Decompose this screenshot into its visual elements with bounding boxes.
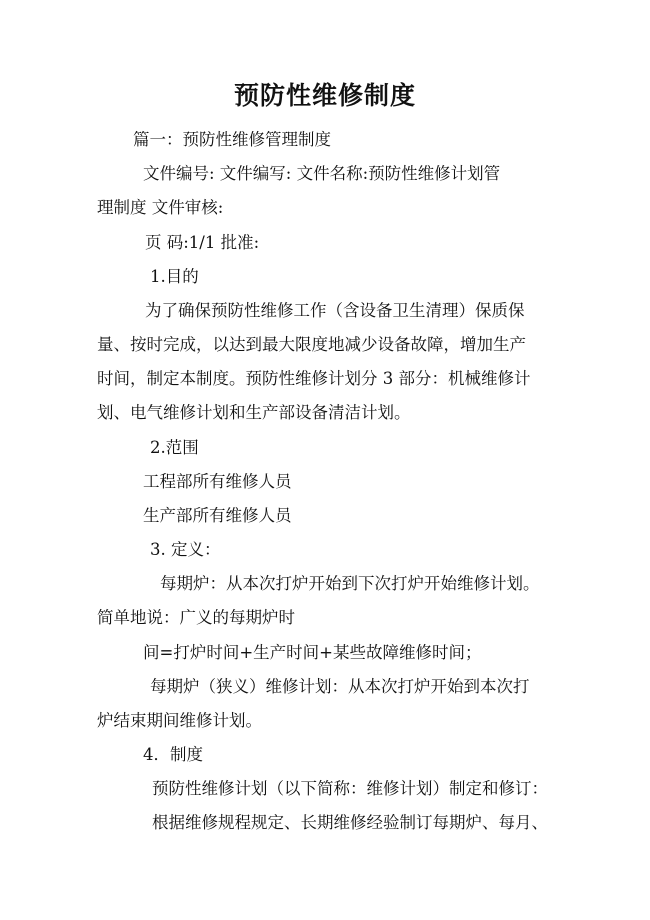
text-line: 工程部所有维修人员 — [143, 472, 292, 491]
text-line: 时间，制定本制度。预防性维修计划分 3 部分：机械维修计 — [97, 369, 531, 388]
text-line: 生产部所有维修人员 — [143, 506, 292, 525]
text-line: 炉结束期间维修计划。 — [97, 711, 262, 730]
text-line: 4．制度 — [143, 745, 203, 764]
text-line: 3. 定义： — [150, 540, 221, 559]
text-line: 篇一：预防性维修管理制度 — [133, 130, 331, 149]
text-line: 间=打炉时间+生产时间+某些故障维修时间； — [143, 643, 482, 662]
text-line: 根据维修规程规定、长期维修经验制订每期炉、每月、 — [152, 813, 548, 832]
text-line: 理制度 文件审核: — [97, 198, 224, 217]
text-line: 1.目的 — [150, 267, 199, 286]
text-line: 为了确保预防性维修工作（含设备卫生清理）保质保 — [145, 301, 525, 320]
text-line: 划、电气维修计划和生产部设备清洁计划。 — [97, 403, 411, 422]
text-line: 预防性维修计划（以下简称：维修计划）制定和修订： — [152, 779, 548, 798]
text-line: 页 码:1/1 批准: — [145, 233, 260, 252]
text-line: 量、按时完成，以达到最大限度地减少设备故障，增加生产 — [97, 335, 526, 354]
text-line: 每期炉（狭义）维修计划：从本次打炉开始到本次打 — [150, 677, 530, 696]
document-title: 预防性维修制度 — [233, 81, 416, 110]
text-line: 文件编号: 文件编写: 文件名称:预防性维修计划管 — [143, 164, 501, 183]
text-line: 简单地说：广义的每期炉时 — [97, 608, 295, 627]
text-line: 每期炉：从本次打炉开始到下次打炉开始维修计划。 — [160, 574, 540, 593]
text-line: 2.范围 — [150, 438, 199, 457]
